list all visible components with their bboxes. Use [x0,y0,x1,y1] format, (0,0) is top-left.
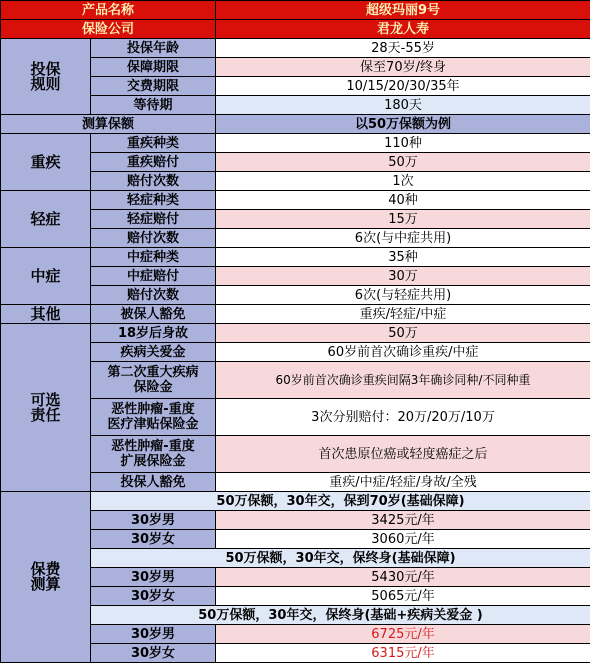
row-label: 交费期限 [91,77,216,96]
row-label: 中症种类 [91,248,216,267]
row-label: 等待期 [91,96,216,115]
premium-group-title: 50万保额，30年交，保终身(基础保障) [91,549,590,568]
table-row [1,134,590,153]
row-value: 保至70岁/终身 [216,58,590,77]
calc-label: 测算保额 [1,115,216,134]
row-value: 重疾/轻症/中症 [216,305,590,324]
table-row [1,324,590,343]
row-label: 中症赔付 [91,267,216,286]
row-value: 3060元/年 [216,530,590,549]
row-value: 35种 [216,248,590,267]
calc-header-row [1,115,590,134]
row-value: 60岁前首次确诊重疾/中症 [216,343,590,362]
premium-group-title: 50万保额，30年交，保终身(基础+疾病关爱金 ) [91,606,590,625]
row-label: 轻症赔付 [91,210,216,229]
row-value: 15万 [216,210,590,229]
row-value: 180天 [216,96,590,115]
product-name-value: 超级玛丽9号 [216,1,590,20]
product-name-row [1,1,590,20]
row-label: 保障期限 [91,58,216,77]
row-label: 30岁男 [91,625,216,644]
row-label: 30岁男 [91,511,216,530]
row-label: 30岁男 [91,568,216,587]
row-label: 第二次重大疾病 保险金 [91,362,216,399]
row-value: 6次(与中症共用) [216,229,590,248]
row-label: 疾病关爱金 [91,343,216,362]
row-value: 6725元/年 [216,625,590,644]
row-value: 60岁前首次确诊重疾间隔3年确诊同种/不同种重 [216,362,590,399]
row-value: 1次 [216,172,590,191]
company-label: 保险公司 [1,20,216,39]
table-row [1,248,590,267]
row-value: 3425元/年 [216,511,590,530]
row-value: 首次患原位癌或轻度癌症之后 [216,436,590,473]
row-label: 被保人豁免 [91,305,216,324]
row-value: 3次分别赔付：20万/20万/10万 [216,399,590,436]
optional-category: 可选 责任 [1,324,91,492]
row-label: 重疾种类 [91,134,216,153]
row-value: 40种 [216,191,590,210]
row-value: 重疾/中症/轻症/身故/全残 [216,473,590,492]
company-value: 君龙人寿 [216,20,590,39]
row-label: 投保年龄 [91,39,216,58]
table-row [1,39,590,58]
premium-group-title: 50万保额，30年交，保到70岁(基础保障) [91,492,590,511]
row-value: 28天-55岁 [216,39,590,58]
row-label: 18岁后身故 [91,324,216,343]
row-value: 110种 [216,134,590,153]
rules-category: 投保 规则 [1,39,91,115]
critical-category: 重疾 [1,134,91,191]
other-category: 其他 [1,305,91,324]
row-value: 5430元/年 [216,568,590,587]
table-row [1,305,590,324]
row-label: 赔付次数 [91,286,216,305]
row-label: 30岁女 [91,644,216,663]
mild-category: 轻症 [1,191,91,248]
row-value: 5065元/年 [216,587,590,606]
row-label: 轻症种类 [91,191,216,210]
table-row [1,191,590,210]
row-value: 6次(与轻症共用) [216,286,590,305]
premium-category: 保费 测算 [1,492,91,663]
company-row [1,20,590,39]
row-label: 投保人豁免 [91,473,216,492]
row-label: 恶性肿瘤-重度 医疗津贴保险金 [91,399,216,436]
row-label: 30岁女 [91,530,216,549]
row-label: 赔付次数 [91,172,216,191]
row-value: 6315元/年 [216,644,590,663]
row-value: 10/15/20/30/35年 [216,77,590,96]
row-label: 30岁女 [91,587,216,606]
row-label: 恶性肿瘤-重度 扩展保险金 [91,436,216,473]
product-name-label: 产品名称 [1,1,216,20]
row-value: 30万 [216,267,590,286]
row-value: 50万 [216,324,590,343]
premium-group-title-row [1,492,590,511]
calc-value: 以50万保额为例 [216,115,590,134]
moderate-category: 中症 [1,248,91,305]
row-label: 重疾赔付 [91,153,216,172]
row-value: 50万 [216,153,590,172]
row-label: 赔付次数 [91,229,216,248]
